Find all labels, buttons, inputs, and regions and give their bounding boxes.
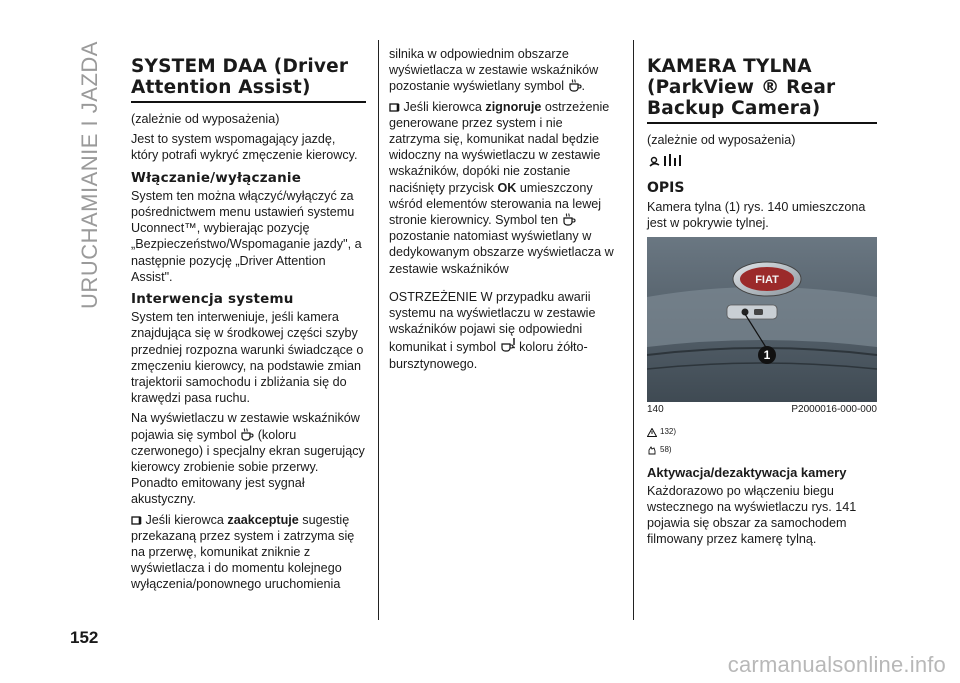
hud-icon-row [647, 152, 877, 174]
arrow-marker-icon [131, 515, 142, 526]
caution-hand-icon [647, 446, 657, 455]
figure-caption [647, 402, 877, 418]
intervention-heading: Interwencja systemu [131, 291, 294, 308]
accept-paragraph: Jeśli kierowca zaakceptuje sugestię przekazaną przez system i zatrzyma się na przerwę, komunikat zniknie z wyświetlacza i do momentu kolejnego wyłączenia/ponownego uruchomienia [131, 512, 355, 592]
coffee-cup-icon [568, 78, 582, 92]
column-2 [389, 46, 617, 376]
side-tab-label: URUCHAMIANIE I JAZDA [77, 41, 102, 309]
coffee-cup-icon [240, 427, 254, 441]
col2-continuation: silnika w odpowiednim obszarze wyświetlacza w zestawie wskaźników pozostanie wyświetlany symbol . [389, 47, 599, 94]
opis-heading: OPIS [647, 180, 685, 197]
warning-triangle-icon [647, 428, 657, 437]
reference-2: 58) [647, 442, 877, 458]
column-1 [131, 46, 366, 597]
column-3 [647, 46, 877, 552]
ignore-paragraph: Jeśli kierowca zignoruje ostrzeżenie generowane przez system i nie zatrzyma się, komunikat nadal będzie widoczny na wyświetlaczu w zestawie wskaźników, dopóki nie zostanie naciśnięty przycisk OK umieszczony wśród elementów sterowania na lewej stronie kierownicy. Symbol ten pozostanie natomiast wyświetlany w dedykowanym obszarze wyświetlacza w zestawie wskaźników [389, 99, 614, 276]
coffee-cup-icon [562, 212, 576, 226]
daa-intro: Jest to system wspomagający jazdę, który potrafi wykryć zmęczenie kierowcy. [131, 132, 358, 163]
symbol-paragraph: Na wyświetlaczu w zestawie wskaźników pojawia się symbol (koloru czerwonego) i specjalny ekran sugerujący kierowcy zrobienie sobie przerwy. Ponadto emitowany jest sygnał akustyczny. [131, 411, 365, 507]
activation-text: System ten można włączyć/wyłączyć za pośrednictwem menu ustawień systemu Uconnect™, wybierając pozycję „Bezpieczeństwo/Wspomaganie jazdy", a następnie pozycję „Driver Attention Assist". [131, 188, 362, 284]
rear-camera-figure [647, 237, 877, 402]
watermark: carmanualsonline.info [727, 652, 946, 677]
daa-availability: (zależnie od wyposażenia) [131, 112, 280, 126]
intervention-text: System ten interweniuje, jeśli kamera znajdująca się w środkowej części szyby przedniej rozpozna warunki świadczące o zmęczeniu kierowcy, na podstawie zmian trajektorii samochodu i zbliżania się do krawędzi pasa ruchu. [131, 310, 364, 406]
reference-1: 132) [647, 424, 877, 440]
callout-number: 1 [763, 348, 771, 363]
column-divider-2 [633, 40, 634, 620]
tailgate-illustration [647, 237, 877, 402]
camera-title: KAMERA TYLNA (ParkView ® Rear Backup Camera) [647, 56, 877, 124]
figure-code: P2000016-000-000 [791, 404, 877, 416]
warning-paragraph: OSTRZEŻENIE W przypadku awarii systemu na wyświetlaczu w zestawie wskaźników pojawi się odpowiedni komunikat i symbol koloru żółto-bursztynowego. [389, 289, 596, 371]
activation-heading: Włączanie/wyłączanie [131, 169, 302, 186]
camera-description: Kamera tylna (1) rys. 140 umieszczona jest w pokrywie tylnej. [647, 199, 866, 230]
fiat-logo-text: FIAT [755, 274, 779, 287]
side-tab [70, 40, 110, 310]
activation-heading-camera: Aktywacja/dezaktywacja kamery [647, 464, 847, 480]
figure-number: 140 [647, 404, 664, 416]
column-divider-1 [378, 40, 379, 620]
page-number: 152 [70, 628, 99, 647]
hud-icon [647, 152, 691, 170]
arrow-marker-icon [389, 102, 400, 113]
camera-activation-text: Każdorazowo po włączeniu biegu wstecznego na wyświetlaczu rys. 141 pojawia się obszar za samochodem filmowany przez kamerę tylną. [647, 483, 857, 547]
camera-availability: (zależnie od wyposażenia) [647, 133, 796, 147]
coffee-cup-warning-icon [500, 337, 516, 353]
daa-title: SYSTEM DAA (Driver Attention Assist) [131, 56, 366, 103]
